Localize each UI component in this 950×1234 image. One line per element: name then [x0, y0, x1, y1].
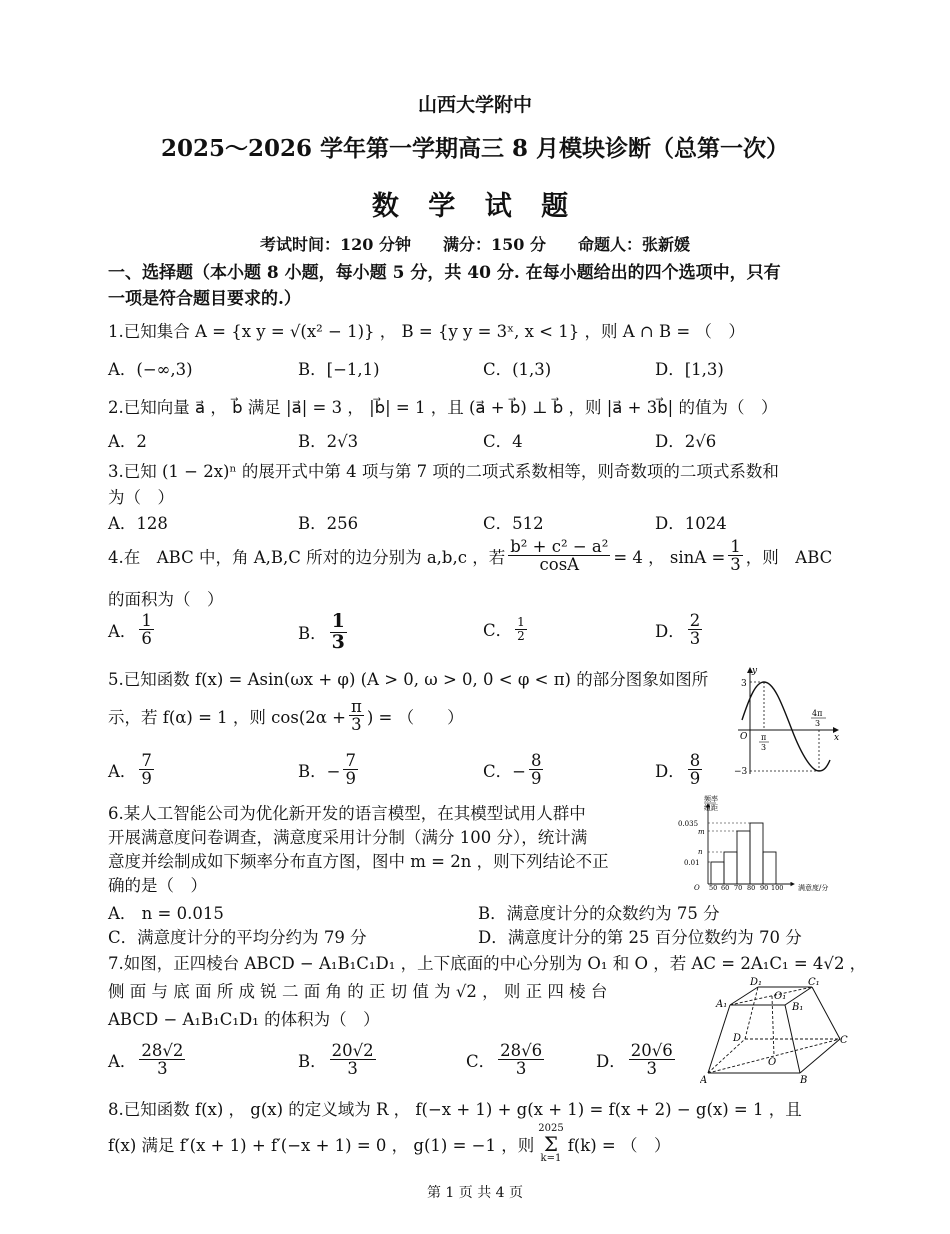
q4-c-num: 1	[517, 615, 525, 629]
q5-tick1-num: π	[761, 733, 767, 742]
q2-option-b: B．2√3	[298, 432, 359, 451]
q4-option-a: A． $\frac{1}{6}$	[108, 611, 152, 649]
hist-bar-50-60	[711, 862, 724, 884]
hist-xtick-50: 50	[709, 884, 718, 892]
q4-stem-b: = 4 ， sinA =	[613, 547, 726, 567]
q7-option-d: D． $\frac{20√6}{3}$	[596, 1041, 673, 1079]
subject-title: 数 学 试 题	[371, 191, 579, 222]
q5-ymax: 3	[741, 679, 747, 689]
hist-bar-80-90	[750, 823, 763, 884]
q6-option-d: D．满意度计分的第 25 百分位数约为 70 分	[478, 928, 802, 947]
q5-tick2-num: 4π	[812, 709, 823, 718]
q3-stem-line2: 为（ ）	[108, 488, 174, 507]
q7-line3: ABCD − A₁B₁C₁D₁ 的体积为（ ）	[108, 1010, 380, 1029]
school-name: 山西大学附中	[417, 94, 532, 116]
q4-fraction	[508, 538, 610, 574]
q5-tick2-den: 3	[815, 719, 821, 728]
q7-option-c: C． $\frac{28√6}{3}$	[466, 1041, 543, 1079]
q6-option-a: A． n = 0.015	[108, 904, 224, 923]
q4-b-den: 3	[331, 630, 345, 653]
q4-option-d: D． $\frac{2}{3}$	[655, 611, 701, 649]
q7-label-C: C	[840, 1035, 848, 1046]
q7-label-O: O	[768, 1057, 777, 1068]
q5-origin: O	[740, 732, 748, 742]
q5-x-label: x	[834, 733, 840, 743]
q7-option-a: A． $\frac{28√2}{3}$	[108, 1041, 184, 1079]
q6-option-c: C．满意度计分的平均分约为 79 分	[108, 928, 367, 947]
hist-bar-90-100	[763, 852, 776, 884]
q7-label-B1: B₁	[792, 1002, 804, 1013]
q5-ymin: −3	[734, 767, 748, 777]
q7-label-A1: A₁	[716, 999, 728, 1010]
q4-c-den: 2	[517, 628, 525, 643]
hist-ytick-3: 0.01	[684, 859, 700, 867]
q1-option-d: D．[1,3)	[655, 360, 724, 379]
exam-title: 2025～2026 学年第一学期高三 8 月模块诊断（总第一次）	[160, 135, 790, 162]
hist-xtick-70: 70	[734, 884, 743, 892]
q5-option-b: B．− $\frac{7}{9}$	[298, 751, 356, 789]
q1-option-c: C．(1,3)	[483, 360, 552, 379]
hist-ylabel-bottom: 组距	[704, 804, 718, 812]
q7-frustum-figure	[700, 975, 850, 1085]
hist-xtick-100: 100	[771, 884, 784, 892]
q5-option-a: A． $\frac{7}{9}$	[108, 751, 152, 789]
exam-meta: 考试时间：120 分钟 满分：150 分 命题人：张新媛	[260, 235, 690, 254]
q7-label-D: D	[733, 1033, 742, 1044]
q4-sin-fraction: $\frac{1}{3}$	[730, 537, 741, 575]
q3-option-d: D．1024	[655, 514, 727, 533]
q5-option-d: D． $\frac{8}{9}$	[655, 751, 701, 789]
q4-a-den: 6	[141, 629, 152, 649]
q4-d-den: 3	[689, 629, 701, 649]
q6-option-b: B．满意度计分的众数约为 75 分	[478, 904, 720, 923]
q5-stem-line1: 5.已知函数 f(x) = Asin(ωx + φ) (A > 0, ω > 0, 0 < φ < π) 的部分图象如图所	[108, 670, 709, 689]
q5-stem-line2: 示，若 f(α) = 1 ，则 cos(2α + $\frac{\pi}{3}$ ) = （ ）	[108, 697, 464, 735]
hist-bar-60-70	[724, 852, 737, 884]
q3-option-b: B．256	[298, 514, 359, 533]
q2-stem: 2.已知向量 a⃗ ， b⃗ 满足 |a⃗| = 3 ， |b⃗| = 1 ，且 (a⃗ + b⃗) ⊥ b⃗ ，则 |a⃗ + 3b⃗| 的值为（ ）	[108, 398, 778, 417]
q4-option-b: B． $\frac{1}{3}$	[298, 610, 345, 653]
hist-ytick-2: n	[698, 848, 703, 856]
q4-b-num: 1	[331, 610, 345, 632]
page-footer: 第 1 页 共 4 页	[426, 1185, 524, 1201]
q7-line1: 7.如图，正四棱台 ABCD − A₁B₁C₁D₁ ，上下底面的中心分别为 O₁ 和 O ，若 AC = 2A₁C₁ = 4√2 ，	[108, 954, 867, 973]
q8-line1: 8.已知函数 f(x) ， g(x) 的定义域为 R ， f(−x + 1) + g(x + 1) = f(x + 2) − g(x) = 1 ，且	[108, 1100, 802, 1119]
hist-origin: O	[694, 884, 700, 892]
q4-d-num: 2	[689, 611, 701, 630]
q7-label-A: A	[700, 1075, 708, 1085]
q7-label-C1: C₁	[808, 977, 820, 988]
q4-stem-c: ，则 ABC	[745, 547, 833, 567]
q6-line2: 开展满意度问卷调查，满意度采用计分制（满分 100 分），统计满	[108, 828, 588, 847]
q3-option-a: A．128	[108, 514, 168, 533]
q6-line4: 确的是（ ）	[108, 876, 207, 895]
q7-line2: 侧 面 与 底 面 所 成 锐 二 面 角 的 正 切 值 为 √2 ， 则 正 四 棱 台	[108, 982, 608, 1001]
hist-x-label: 满意度/分	[798, 884, 829, 892]
q7-option-b: B． $\frac{20√2}{3}$	[298, 1041, 374, 1079]
q5-sine-graph	[730, 664, 845, 784]
q1-option-a: A．(−∞,3)	[108, 360, 193, 379]
hist-ytick-0: 0.035	[678, 820, 699, 828]
q4-frac-den: cosA	[539, 555, 580, 575]
q5-option-c: C．− $\frac{8}{9}$	[483, 751, 542, 789]
q6-line3: 意度并绘制成如下频率分布直方图，图中 m = 2n ，则下列结论不正	[108, 852, 609, 871]
q4-frac-num: b² + c² − a²	[510, 537, 609, 556]
q5-tick1-den: 3	[761, 743, 767, 752]
q2-option-d: D．2√6	[655, 432, 717, 451]
q4-a-num: 1	[141, 611, 152, 630]
section-heading-line1: 一、选择题（本小题 8 小题，每小题 5 分，共 40 分. 在每小题给出的四个选项中，只有	[108, 263, 781, 283]
q4-option-c: C． $\frac{1}{2}$	[483, 615, 525, 643]
q8-line2: f(x) 满足 f′(x + 1) + f′(−x + 1) = 0 ， g(1) = −1 ，则 2025 Σ k=1 f(k) = （ ）	[108, 1123, 671, 1164]
q5-y-label: y	[752, 666, 758, 676]
q6-histogram	[668, 794, 840, 892]
q4-stem-line2: 的面积为（ ）	[108, 590, 224, 609]
hist-bar-70-80	[737, 831, 750, 884]
hist-xtick-60: 60	[721, 884, 730, 892]
q8-summation: 2025 Σ k=1	[538, 1123, 564, 1164]
q2-option-c: C．4	[483, 432, 523, 451]
q7-label-O1: O₁	[774, 991, 787, 1002]
hist-ylabel-top: 频率	[704, 795, 718, 803]
section-heading-line2: 一项是符合题目要求的.）	[108, 289, 301, 309]
hist-xtick-80: 80	[747, 884, 756, 892]
hist-xtick-90: 90	[760, 884, 769, 892]
q4-stem-a: 4.在 ABC 中，角 A,B,C 所对的边分别为 a,b,c ，若	[108, 547, 506, 567]
q3-stem-line1: 3.已知 (1 − 2x)ⁿ 的展开式中第 4 项与第 7 项的二项式系数相等，则奇数项的二项式系数和	[108, 462, 779, 481]
q3-option-c: C．512	[483, 514, 544, 533]
q6-line1: 6.某人工智能公司为优化新开发的语言模型，在其模型试用人群中	[108, 804, 586, 823]
q7-label-B: B	[800, 1075, 808, 1085]
q1-option-b: B．[−1,1)	[298, 360, 380, 379]
hist-ytick-1: m	[698, 828, 705, 836]
q2-option-a: A．2	[108, 432, 147, 451]
q7-label-D1: D₁	[750, 977, 763, 988]
q1-stem: 1.已知集合 A = {x y = √(x² − 1)} ， B = {y y = 3ˣ, x < 1} ，则 A ∩ B = （ ）	[108, 322, 745, 341]
q4-stem	[108, 538, 832, 574]
